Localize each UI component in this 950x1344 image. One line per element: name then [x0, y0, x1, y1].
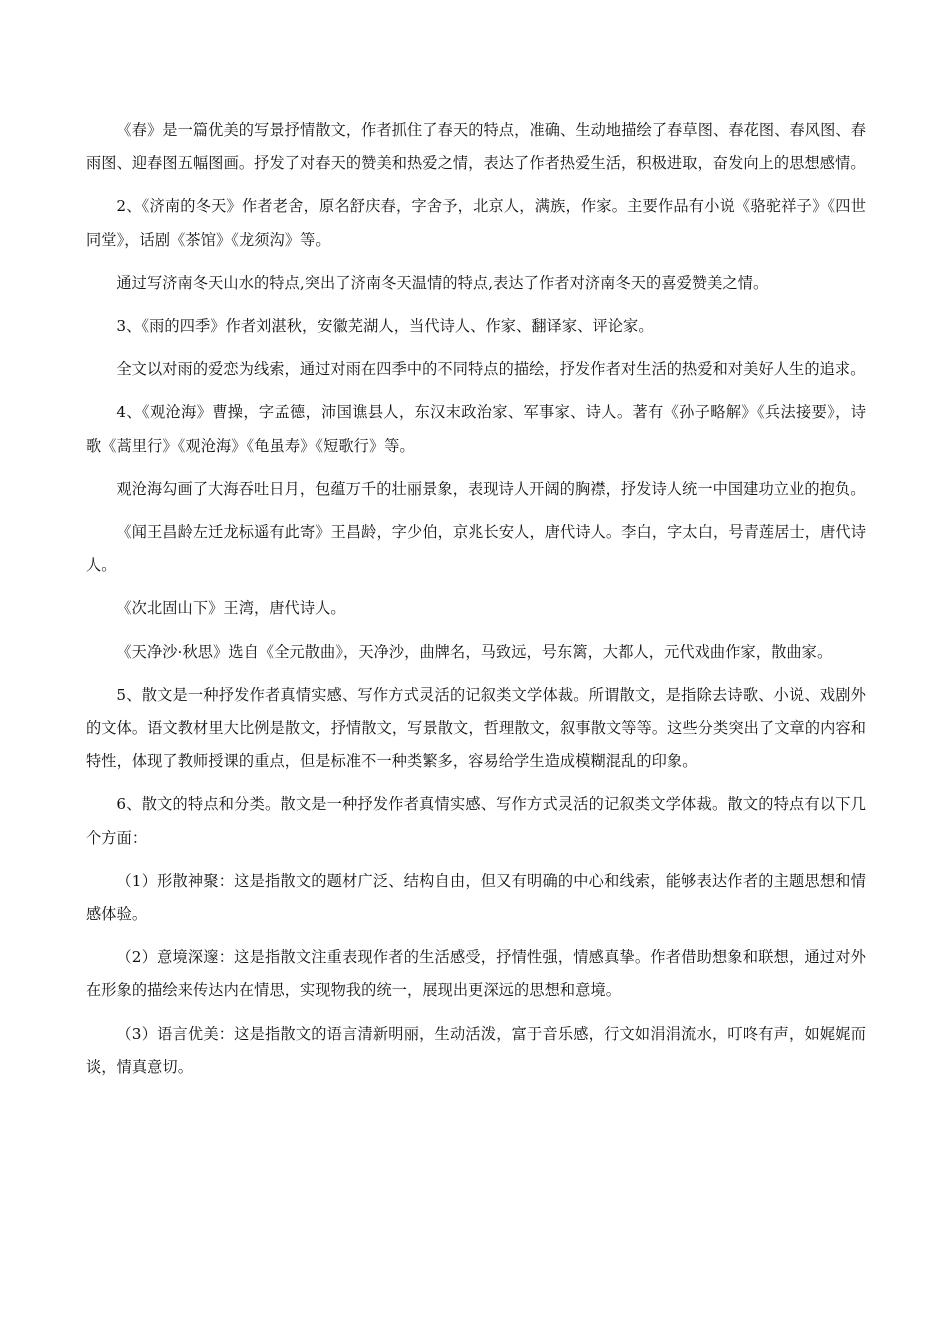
- paragraph-rain-author: 3、《雨的四季》作者刘湛秋，安徽芜湖人，当代诗人、作家、翻译家、评论家。: [116, 317, 654, 336]
- paragraph-feature-2: （2）意境深邃：这是指散文注重表现作者的生活感受，抒情性强，情感真挚。作者借助想象和联想，通过对外在形象的描绘来传达内在情思，实现物我的统一，展现出更深远的思想和意境。: [86, 948, 866, 1000]
- paragraph-jinan-summary: 通过写济南冬天山水的特点,突出了济南冬天温情的特点,表达了作者对济南冬天的喜爱赞美之情。: [116, 273, 769, 292]
- paragraph-prose-definition: 5、散文是一种抒发作者真情实感、写作方式灵活的记叙类文学体裁。所谓散文，是指除去诗歌、小说、戏剧外的文体。语文教材里大比例是散文，抒情散文，写景散文，哲理散文，叙事散文等等。这些分类突出了文章的内容和特性，体现了教师授课的重点，但是标准不一种类繁多，容易给学生造成模糊混乱的印象。: [86, 685, 866, 771]
- paragraph-jinan-author: 2、《济南的冬天》作者老舍，原名舒庆春，字舍予，北京人，满族，作家。主要作品有小说《骆驼祥子》《四世同堂》，话剧《茶馆》《龙须沟》等。: [86, 197, 866, 249]
- paragraph-guancanghai-author: 4、《观沧海》曹操，字孟德，沛国谯县人，东汉末政治家、军事家、诗人。著有《孙子略解》《兵法接要》，诗歌《蒿里行》《观沧海》《龟虽寿》《短歌行》等。: [86, 403, 866, 455]
- paragraph-cibeigushan: 《次北固山下》王湾，唐代诗人。: [116, 599, 346, 618]
- paragraph-feature-3: （3）语言优美：这是指散文的语言清新明丽，生动活泼，富于音乐感，行文如涓涓流水，叮咚有声，如娓娓而谈，情真意切。: [86, 1024, 866, 1076]
- paragraph-chun-summary: 《春》是一篇优美的写景抒情散文，作者抓住了春天的特点，准确、生动地描绘了春草图、春花图、春风图、春雨图、迎春图五幅图画。抒发了对春天的赞美和热爱之情，表达了作者热爱生活，积极进取，奋发向上的思想感情。: [86, 121, 866, 173]
- paragraph-tianjingsha: 《天净沙·秋思》选自《全元散曲》，天净沙，曲牌名，马致远，号东篱，大都人，元代戏曲作家，散曲家。: [116, 642, 833, 661]
- paragraph-feature-1: （1）形散神聚：这是指散文的题材广泛、结构自由，但又有明确的中心和线索，能够表达作者的主题思想和情感体验。: [86, 871, 866, 924]
- paragraph-wenwangchangling: 《闻王昌龄左迁龙标遥有此寄》王昌龄，字少伯，京兆长安人，唐代诗人。李白，字太白，号青莲居士，唐代诗人。: [86, 523, 866, 575]
- document-body: [86, 114, 866, 1094]
- paragraph-guancanghai-summary: 观沧海勾画了大海吞吐日月，包蕴万千的壮丽景象，表现诗人开阔的胸襟，抒发诗人统一中国建功立业的抱负。: [116, 479, 866, 498]
- paragraph-rain-summary: 全文以对雨的爱恋为线索，通过对雨在四季中的不同特点的描绘，抒发作者对生活的热爱和对美好人生的追求。: [116, 360, 866, 379]
- paragraph-prose-features-intro: 6、散文的特点和分类。散文是一种抒发作者真情实感、写作方式灵活的记叙类文学体裁。散文的特点有以下几个方面：: [86, 795, 866, 847]
